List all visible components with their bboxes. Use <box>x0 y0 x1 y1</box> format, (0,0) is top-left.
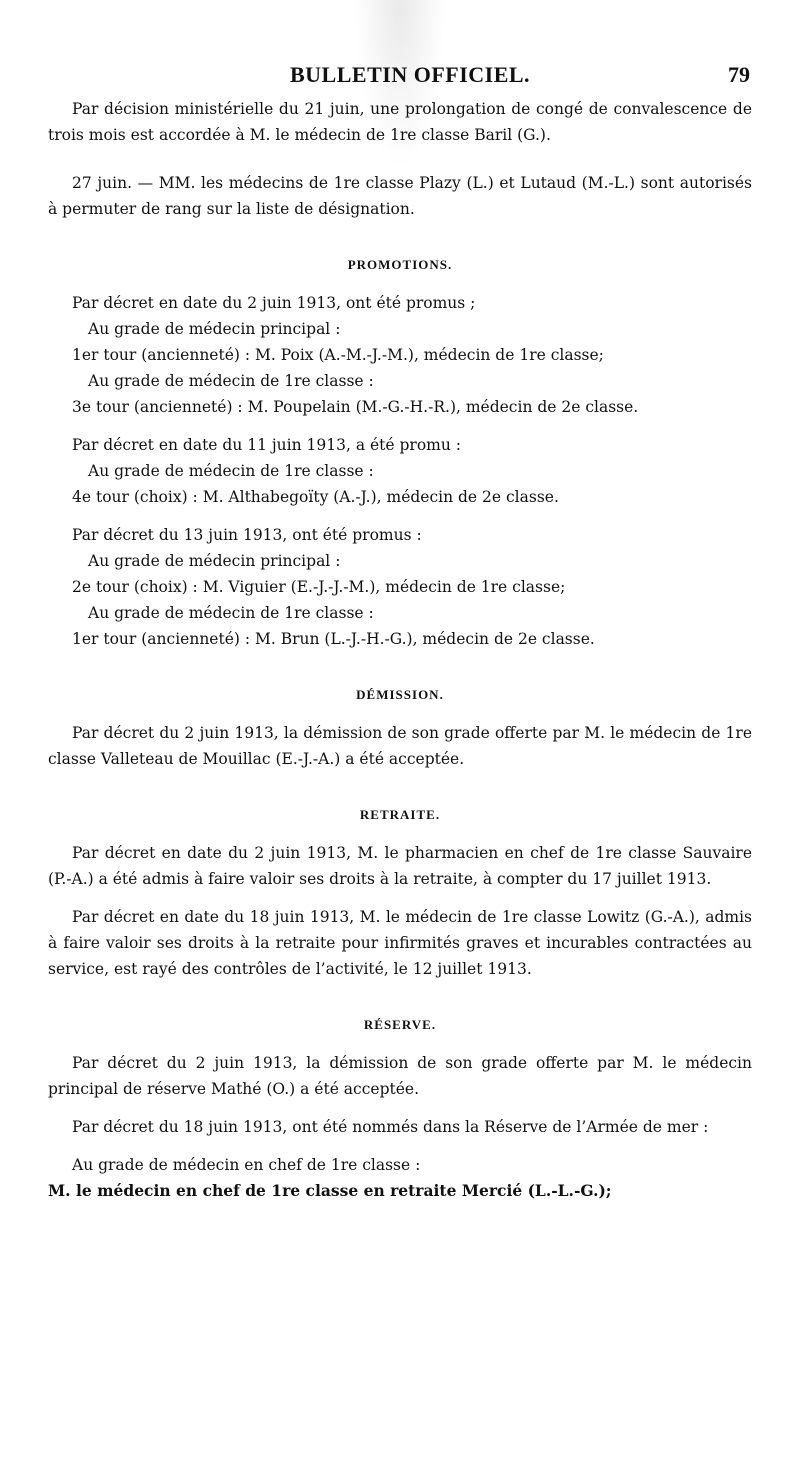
paragraph-retraite-sauvaire: Par décret en date du 2 juin 1913, M. le pharmacien en chef de 1re classe Sauvaire (P.-A.) a été admis à faire valoir ses droits à la retraite, à compter du 17 juillet 1913. <box>48 844 752 888</box>
paragraph-decret-11-juin: Par décret en date du 11 juin 1913, a été promu : <box>72 436 461 454</box>
paragraph-decret-2-juin: Par décret en date du 2 juin 1913, ont été promus ; <box>72 294 476 312</box>
page-header <box>0 62 800 92</box>
paragraph-decret-13-juin: Par décret du 13 juin 1913, ont été promus : <box>72 526 422 544</box>
paragraph-conge: Par décision ministérielle du 21 juin, une prolongation de congé de convalescence de trois mois est accordée à M. le médecin de 1re classe Baril (G.). <box>48 100 752 144</box>
page-number: 79 <box>728 62 750 87</box>
paragraph-promotion: 4e tour (choix) : M. Althabegoïty (A.-J.), médecin de 2e classe. <box>72 488 559 506</box>
paragraph-promotion: 3e tour (ancienneté) : M. Poupelain (M.-G.-H.-R.), médecin de 2e classe. <box>72 398 639 416</box>
paragraph-grade: Au grade de médecin de 1re classe : <box>88 604 374 622</box>
section-heading-reserve: RÉSERVE. <box>363 1017 437 1032</box>
paragraph-grade: Au grade de médecin de 1re classe : <box>88 462 374 480</box>
paragraph-promotion: 2e tour (choix) : M. Viguier (E.-J.-J.-M.), médecin de 1re classe; <box>72 578 566 596</box>
paragraph-nominations-reserve: Par décret du 18 juin 1913, ont été nommés dans la Réserve de l’Armée de mer : <box>72 1118 709 1136</box>
paragraph-demission-mathe: Par décret du 2 juin 1913, la démission de son grade offerte par M. le médecin principal de réserve Mathé (O.) a été acceptée. <box>48 1054 752 1098</box>
paragraph-grade: Au grade de médecin de 1re classe : <box>88 372 374 390</box>
page-body <box>48 96 752 1204</box>
paragraph-retraite-lowitz: Par décret en date du 18 juin 1913, M. le médecin de 1re classe Lowitz (G.-A.), admis à faire valoir ses droits à la retraite pour infirmités graves et incurables contractées au service, est rayé des contrôles de l’activité, le 12 juillet 1913. <box>48 908 752 978</box>
paragraph-promotion: 1er tour (ancienneté) : M. Brun (L.-J.-H.-G.), médecin de 2e classe. <box>72 630 595 648</box>
paragraph-grade: Au grade de médecin principal : <box>88 552 341 570</box>
section-heading-retraite: RETRAITE. <box>359 807 441 822</box>
section-heading-demission: DÉMISSION. <box>356 687 444 702</box>
paragraph-nomination-mercie: M. le médecin en chef de 1re classe en retraite Mercié (L.-L.-G.); <box>48 1181 612 1200</box>
paragraph-grade: Au grade de médecin principal : <box>88 320 341 338</box>
paragraph-promotion: 1er tour (ancienneté) : M. Poix (A.-M.-J.-M.), médecin de 1re classe; <box>72 346 604 364</box>
paragraph-grade: Au grade de médecin en chef de 1re classe : <box>72 1156 421 1174</box>
paragraph-permutation: 27 juin. — MM. les médecins de 1re classe Plazy (L.) et Lutaud (M.-L.) sont autorisés à permuter de rang sur la liste de désignation. <box>48 174 752 218</box>
section-heading-promotions: PROMOTIONS. <box>347 257 453 272</box>
bulletin-title: BULLETIN OFFICIEL. <box>290 62 531 87</box>
paragraph-demission: Par décret du 2 juin 1913, la démission de son grade offerte par M. le médecin de 1re classe Valleteau de Mouillac (E.-J.-A.) a été acceptée. <box>48 724 752 768</box>
